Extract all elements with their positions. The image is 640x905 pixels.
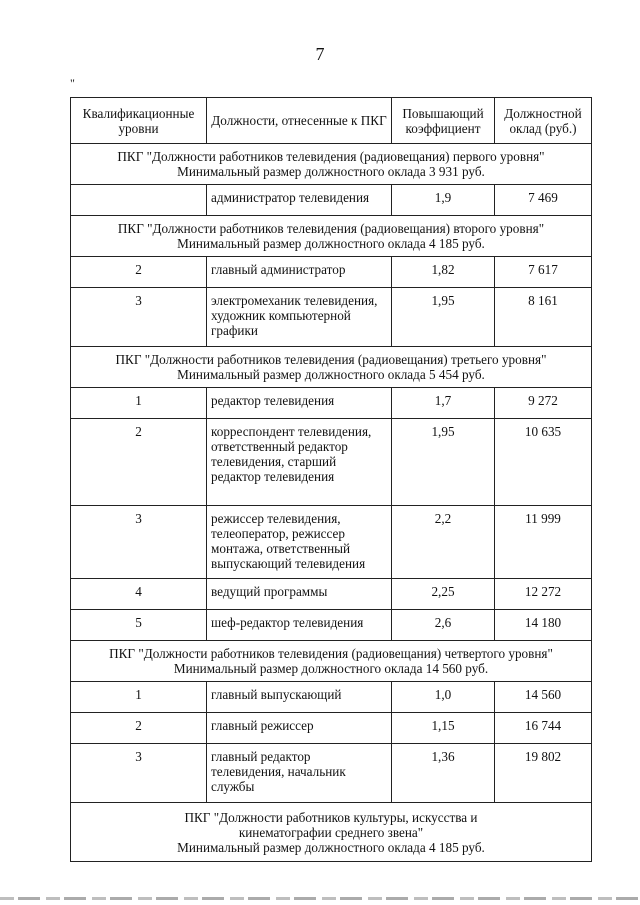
position-cell: администратор телевидения — [207, 185, 392, 216]
coefficient-cell: 1,15 — [392, 713, 495, 744]
coefficient-cell: 1,0 — [392, 682, 495, 713]
position-cell: главный администратор — [207, 257, 392, 288]
table-row — [71, 744, 592, 803]
salary-cell: 14 180 — [495, 610, 592, 641]
salary-cell: 8 161 — [495, 288, 592, 347]
level-cell: 3 — [71, 744, 207, 803]
group-title: ПКГ "Должности работников телевидения (радиовещания) второго уровня" — [117, 221, 545, 236]
level-cell: 4 — [71, 579, 207, 610]
salary-table — [70, 97, 592, 862]
group-title: ПКГ "Должности работников телевидения (радиовещания) четвертого уровня" — [109, 646, 553, 661]
header-salary: Должностной оклад (руб.) — [495, 98, 592, 144]
group-min-salary: Минимальный размер должностного оклада 14 560 руб. — [173, 661, 489, 676]
group-min-salary: Минимальный размер должностного оклада 4 185 руб. — [177, 839, 485, 855]
coefficient-cell: 1,9 — [392, 185, 495, 216]
coefficient-cell: 2,25 — [392, 579, 495, 610]
salary-cell: 16 744 — [495, 713, 592, 744]
table-row — [71, 579, 592, 610]
level-cell: 1 — [71, 388, 207, 419]
header-row — [71, 98, 592, 144]
salary-cell: 14 560 — [495, 682, 592, 713]
position-cell: шеф-редактор телевидения — [207, 610, 392, 641]
group-header — [71, 216, 592, 257]
level-cell: 3 — [71, 506, 207, 579]
salary-cell: 12 272 — [495, 579, 592, 610]
group-title: ПКГ "Должности работников телевидения (радиовещания) третьего уровня" — [115, 352, 547, 367]
level-cell: 3 — [71, 288, 207, 347]
group-header — [71, 641, 592, 682]
group-title: ПКГ "Должности работников культуры, искусства и кинематографии среднего звена" — [184, 809, 478, 840]
group-header-row — [71, 216, 592, 257]
group-header — [71, 144, 592, 185]
table-row — [71, 419, 592, 506]
salary-cell: 11 999 — [495, 506, 592, 579]
group-min-salary: Минимальный размер должностного оклада 5 454 руб. — [177, 367, 485, 382]
table-body — [71, 144, 592, 862]
level-cell: 2 — [71, 713, 207, 744]
table-row — [71, 682, 592, 713]
level-cell: 2 — [71, 257, 207, 288]
position-cell: корреспондент телевидения, ответственный редактор телевидения, старший редактор телевидения — [207, 419, 392, 506]
salary-cell: 7 617 — [495, 257, 592, 288]
table-row — [71, 288, 592, 347]
coefficient-cell: 2,2 — [392, 506, 495, 579]
position-cell: редактор телевидения — [207, 388, 392, 419]
position-cell: режиссер телевидения, телеоператор, режиссер монтажа, ответственный выпускающий телевидения — [207, 506, 392, 579]
salary-cell: 10 635 — [495, 419, 592, 506]
position-cell: главный редактор телевидения, начальник службы — [207, 744, 392, 803]
position-cell: ведущий программы — [207, 579, 392, 610]
position-cell: главный режиссер — [207, 713, 392, 744]
group-min-salary: Минимальный размер должностного оклада 3 931 руб. — [177, 164, 485, 179]
scan-artifact — [0, 897, 640, 900]
table-row — [71, 713, 592, 744]
level-cell: 1 — [71, 682, 207, 713]
group-header-row — [71, 641, 592, 682]
coefficient-cell: 1,95 — [392, 288, 495, 347]
coefficient-cell: 1,7 — [392, 388, 495, 419]
level-cell: 5 — [71, 610, 207, 641]
salary-cell: 7 469 — [495, 185, 592, 216]
header-levels: Квалификационные уровни — [71, 98, 207, 144]
group-min-salary: Минимальный размер должностного оклада 4 185 руб. — [177, 236, 485, 251]
header-coefficient: Повышающий коэффициент — [392, 98, 495, 144]
salary-cell: 19 802 — [495, 744, 592, 803]
level-cell: 2 — [71, 419, 207, 506]
level-cell — [71, 185, 207, 216]
table-row — [71, 388, 592, 419]
coefficient-cell: 1,36 — [392, 744, 495, 803]
coefficient-cell: 2,6 — [392, 610, 495, 641]
group-header-row — [71, 144, 592, 185]
position-cell: электромеханик телевидения, художник компьютерной графики — [207, 288, 392, 347]
group-title: ПКГ "Должности работников телевидения (радиовещания) первого уровня" — [117, 149, 545, 164]
group-header — [71, 803, 592, 862]
group-header-row — [71, 803, 592, 862]
position-cell: главный выпускающий — [207, 682, 392, 713]
table-row — [71, 257, 592, 288]
quote-mark: " — [70, 76, 75, 90]
group-header-row — [71, 347, 592, 388]
table-row — [71, 506, 592, 579]
coefficient-cell: 1,82 — [392, 257, 495, 288]
header-positions: Должности, отнесенные к ПКГ — [207, 98, 392, 144]
salary-cell: 9 272 — [495, 388, 592, 419]
page-number: 7 — [315, 44, 325, 64]
coefficient-cell: 1,95 — [392, 419, 495, 506]
group-header — [71, 347, 592, 388]
table-row — [71, 185, 592, 216]
table-row — [71, 610, 592, 641]
